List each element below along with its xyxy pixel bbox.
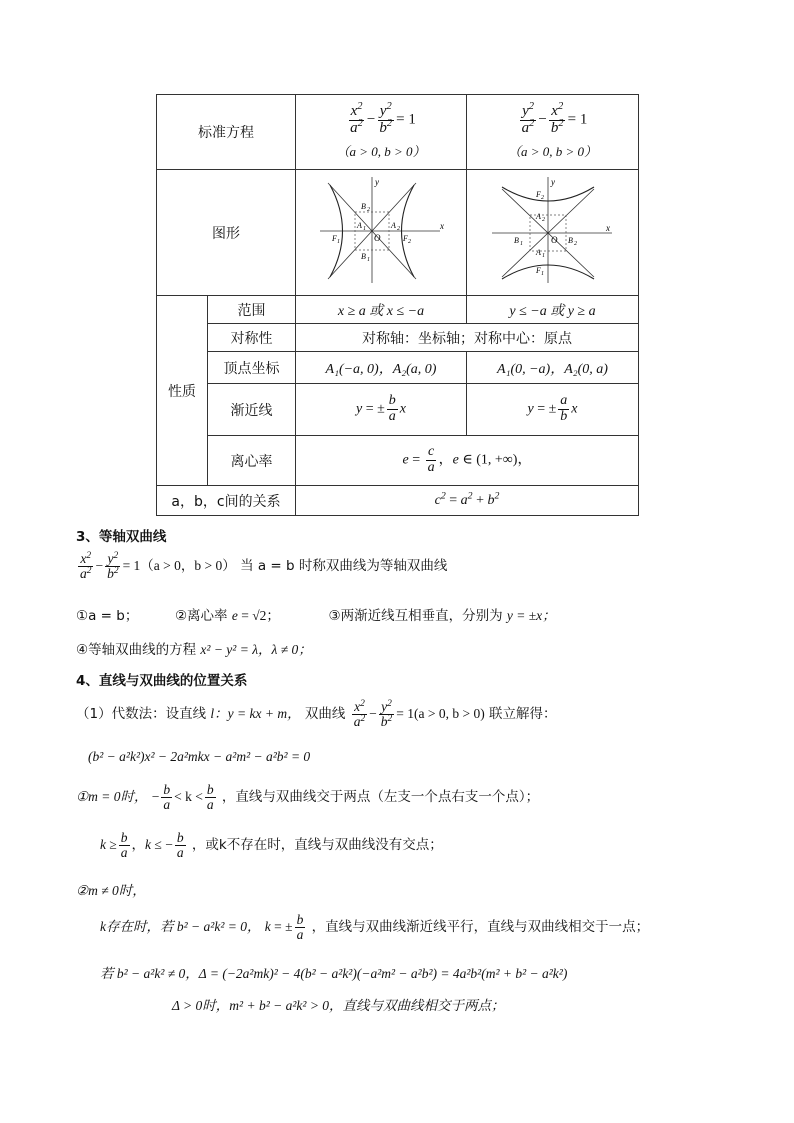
label-symmetry: 对称性 <box>208 324 296 352</box>
row-vertex <box>157 352 639 384</box>
svg-text:2: 2 <box>540 194 544 201</box>
sec3-properties-line <box>76 604 556 624</box>
row-standard-equation <box>157 95 639 170</box>
svg-text:2: 2 <box>408 238 411 245</box>
relation-value: $c^2 = a^2 + b^2$ <box>296 486 639 516</box>
eq-horizontal: $\frac{x^2}{a^2}$ − $\frac{y^2}{b^2}$ = 1 （a > 0, b > 0） <box>296 95 467 170</box>
symmetry-value: 对称轴：坐标轴；对称中心：原点 <box>296 324 639 352</box>
sec3-intro-tail: 当 a = b 时称双曲线为等轴双曲线 <box>240 557 448 574</box>
svg-text:1: 1 <box>367 256 370 263</box>
svg-text:A: A <box>391 220 396 230</box>
sec4-c4-pre: k存在时，若 b² − a²k² = 0， <box>100 918 261 934</box>
sec3-p3-eq: y = ±x； <box>506 608 556 623</box>
graph-vertical <box>467 170 639 296</box>
row-symmetry <box>157 324 639 352</box>
svg-text:1: 1 <box>363 225 366 232</box>
sec4-title: 4、直线与双曲线的位置关系 <box>76 673 248 689</box>
sec4-main-equation: (b² − a²k²)x² − 2a²mkx − a²m² − a²b² = 0 <box>88 749 311 764</box>
sec4-case1: ①m = 0时， − $\frac{b}{a}$ < k < $\frac{b}{a}$ ，直线与双曲线交于两点（左支一个点右支一个点）； <box>76 782 540 813</box>
vertex-horizontal: A₁(−a, 0)，A₂(a, 0) <box>296 352 467 384</box>
sec4-c1-post: ，直线与双曲线交于两点（左支一个点右支一个点）； <box>221 788 540 805</box>
sec4-c1-pre: ①m = 0时， <box>76 788 148 804</box>
svg-text:2: 2 <box>367 206 370 213</box>
svg-text:B: B <box>361 251 366 261</box>
sec3-p1: ①a = b； <box>76 608 139 624</box>
svg-text:y: y <box>550 176 555 187</box>
graph-horizontal <box>296 170 467 296</box>
sec4-c2-post: ，或k不存在时，直线与双曲线没有交点； <box>191 836 443 853</box>
sec4-case6: Δ > 0时，m² + b² − a²k² > 0，直线与双曲线相交于两点； <box>172 998 505 1013</box>
range-horizontal: x ≥ a 或 x ≤ −a <box>296 296 467 324</box>
svg-text:B: B <box>513 235 519 245</box>
svg-text:A: A <box>535 211 541 221</box>
svg-text:y: y <box>375 176 379 187</box>
range-vertical: y ≤ −a 或 y ≥ a <box>467 296 639 324</box>
svg-text:x: x <box>440 220 444 231</box>
svg-text:F: F <box>403 233 408 243</box>
sec3-p4-text: ④等轴双曲线的方程 <box>76 642 197 658</box>
label-graph: 图形 <box>157 170 296 296</box>
svg-text:2: 2 <box>397 225 400 232</box>
svg-text:A: A <box>535 247 541 257</box>
svg-text:1: 1 <box>519 240 523 247</box>
hyperbola-properties-table <box>156 94 639 516</box>
sec4-c4-post: ，直线与双曲线渐近线平行，直线与双曲线相交于一点； <box>311 918 650 935</box>
label-standard-equation: 标准方程 <box>157 95 296 170</box>
sec4-case2: k ≥ $\frac{b}{a}$ ，k ≤ − $\frac{b}{a}$ ，或k不存在时，直线与双曲线没有交点； <box>100 830 443 861</box>
svg-text:1: 1 <box>541 252 545 259</box>
label-properties: 性质 <box>157 296 208 486</box>
sec4-s1-pre: （1）代数法：设直线 <box>76 705 207 722</box>
sec3-p4-eq: x² − y² = λ，λ ≠ 0； <box>200 642 312 657</box>
svg-text:B: B <box>567 235 573 245</box>
svg-text:F: F <box>535 189 541 199</box>
svg-text:2: 2 <box>573 240 577 247</box>
row-graph <box>157 170 639 296</box>
sec4-case5: 若 b² − a²k² ≠ 0，Δ = (−2a²mk)² − 4(b² − a²k²)(−a²m² − a²b²) = 4a²b²(m² + b² − a²k²) <box>100 966 568 981</box>
svg-text:1: 1 <box>540 270 544 277</box>
sec3-title: 3、等轴双曲线 <box>76 529 167 545</box>
sec4-s1-post: 联立解得： <box>489 705 557 722</box>
sec3-p4 <box>76 638 312 658</box>
svg-text:O: O <box>374 232 381 243</box>
cond-horizontal: （a > 0, b > 0） <box>336 143 426 159</box>
sec3-p3: ③两渐近线互相垂直，分别为 <box>328 608 503 624</box>
sec3-p2: ②离心率 <box>174 608 228 624</box>
label-vertex: 顶点坐标 <box>208 352 296 384</box>
row-range <box>157 296 639 324</box>
sec4-case3: ②m ≠ 0时， <box>76 883 146 898</box>
sec4-case4: k存在时，若 b² − a²k² = 0， k = ± $\frac{b}{a}$ ，直线与双曲线渐近线平行，直线与双曲线相交于一点； <box>100 912 650 943</box>
svg-text:F: F <box>332 233 337 243</box>
eccentricity-value: e = $\frac{c}{a}$ ，e ∈ (1, +∞)， <box>296 436 639 486</box>
svg-text:2: 2 <box>541 216 545 223</box>
sec3-ecc-value: e = √2； <box>231 608 280 623</box>
row-asymptote <box>157 384 639 436</box>
label-asymptote: 渐近线 <box>208 384 296 436</box>
label-relation: a，b，c间的关系 <box>157 486 296 516</box>
eq-vertical: $\frac{y^2}{a^2}$ − $\frac{x^2}{b^2}$ = 1 （a > 0, b > 0） <box>467 95 639 170</box>
sec4-s1-mid: 双曲线 <box>304 705 346 722</box>
cond-vertical: （a > 0, b > 0） <box>507 143 598 159</box>
sec4-s1: （1）代数法：设直线 l：y = kx + m， 双曲线 $\frac{x^2}{a^2}$ − $\frac{y^2}{b^2}$ = 1(a > 0, b > 0) 联立解得： <box>76 698 557 730</box>
label-range: 范围 <box>208 296 296 324</box>
asymptote-horizontal: y = ± $\frac{b}{a}$ x <box>296 384 467 436</box>
vertex-vertical: A₁(0, −a)，A₂(0, a) <box>467 352 639 384</box>
svg-text:F: F <box>535 265 541 275</box>
row-eccentricity <box>157 436 639 486</box>
svg-text:A: A <box>357 220 362 230</box>
label-eccentricity: 离心率 <box>208 436 296 486</box>
hyperbola-vertical-figure <box>488 175 618 287</box>
sec4-line-eq: l：y = kx + m， <box>210 705 301 721</box>
hyperbola-horizontal-figure <box>316 175 446 287</box>
svg-text:O: O <box>550 234 557 245</box>
sec3-intro: $\frac{x^2}{a^2}$ − $\frac{y^2}{b^2}$ = 1（a > 0，b > 0） 当 a = b 时称双曲线为等轴双曲线 <box>80 550 448 582</box>
svg-text:1: 1 <box>337 238 340 245</box>
svg-text:B: B <box>361 201 366 211</box>
svg-text:x: x <box>605 222 610 233</box>
row-relation <box>157 486 639 516</box>
asymptote-vertical: y = ± $\frac{a}{b}$ x <box>467 384 639 436</box>
